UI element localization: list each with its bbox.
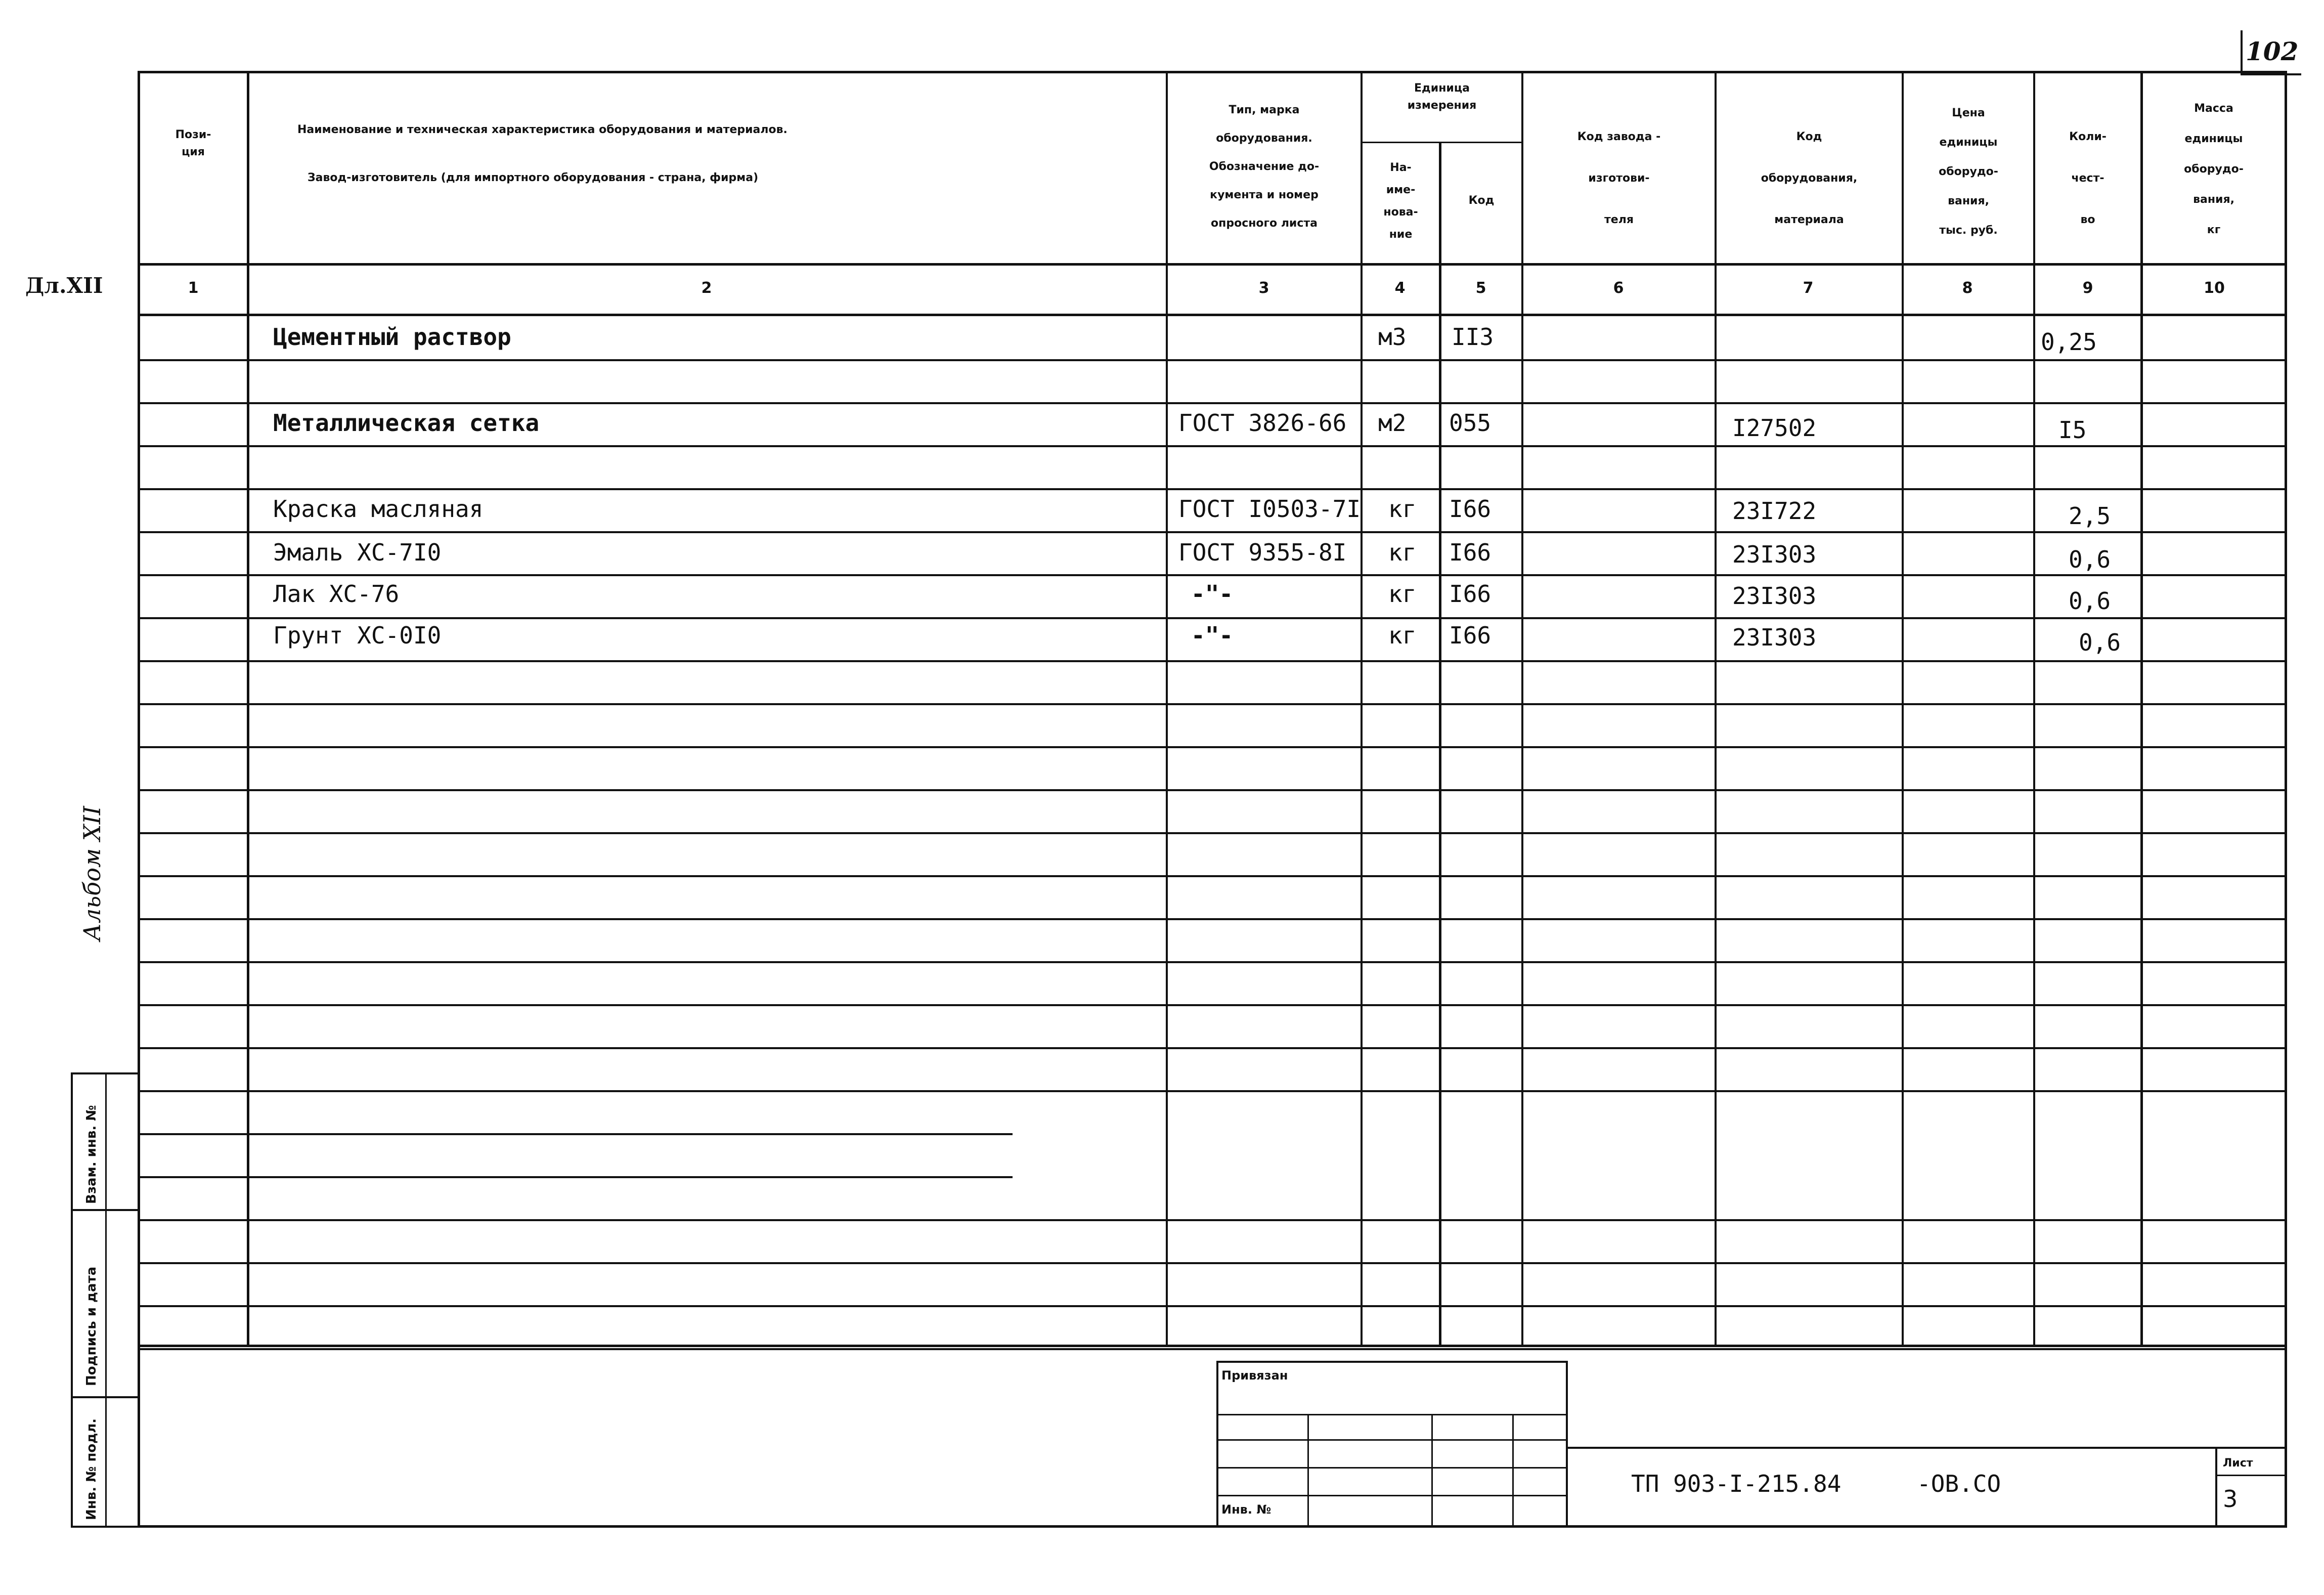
tb-privyazan-top — [1216, 1361, 1568, 1363]
tb-main-top — [1566, 1447, 2287, 1449]
row-1-doc: ГОСТ 3826-66 — [1178, 409, 1347, 437]
row-line — [138, 574, 2287, 576]
row-0-name: Цементный раствор — [273, 323, 511, 351]
row-0-code: II3 — [1452, 323, 1494, 351]
row-line — [138, 1176, 1013, 1178]
stamp-podpis-data: Подпись и дата — [84, 1266, 99, 1386]
side-label: Дл.XII — [25, 273, 103, 298]
row-line — [138, 746, 2287, 748]
row-line — [138, 402, 2287, 404]
row-line — [138, 1262, 2287, 1264]
frame-right — [2285, 71, 2287, 1528]
tb-privyazan-left — [1216, 1361, 1218, 1528]
row-line — [138, 1090, 2287, 1092]
row-2-code: I66 — [1449, 495, 1492, 523]
col-line-2 — [1166, 71, 1168, 1346]
row-line — [138, 875, 2287, 877]
col-line-5 — [1521, 71, 1523, 1346]
row-line — [138, 1219, 2287, 1221]
header-unit-name: На- име- нова- ние — [1383, 161, 1418, 241]
album-label: Альбом XII — [78, 806, 106, 941]
header-factory-code: Код завода - изготови- теля — [1577, 131, 1661, 226]
table-bottom-line — [138, 1345, 2287, 1347]
row-1-qty: I5 — [2058, 416, 2087, 444]
row-5-qty: 0,6 — [2079, 629, 2121, 656]
row-line — [138, 1133, 1013, 1135]
tb-row-3 — [1216, 1467, 1568, 1469]
header-type: Тип, марка оборудования. Обозначение до- кумента и номер опросного листа — [1209, 104, 1320, 230]
header-bottom-line — [138, 263, 2287, 266]
tb-privyazan-right — [1566, 1361, 1568, 1528]
row-line — [138, 1004, 2287, 1006]
frame-top — [138, 71, 2287, 73]
tb-list-mid — [2215, 1475, 2287, 1476]
col-line-4 — [1439, 142, 1441, 1346]
row-line — [138, 832, 2287, 834]
tb-inv-label: Инв. № — [1221, 1502, 1271, 1517]
row-3-name: Эмаль ХС-7I0 — [273, 539, 442, 566]
row-line — [138, 660, 2287, 662]
header-name-line1: Наименование и техническая характеристика оборудования и материалов. — [297, 123, 787, 136]
row-3-doc: ГОСТ 9355-8I — [1178, 539, 1347, 566]
col-line-9 — [2140, 71, 2143, 1346]
tb-row-2 — [1216, 1439, 1568, 1441]
row-3-matcode: 23I303 — [1732, 541, 1817, 568]
col-line-7 — [1902, 71, 1904, 1346]
header-price: Цена единицы оборудо- вания, тыс. руб. — [1939, 107, 1998, 237]
page-number: 102 — [2246, 36, 2299, 66]
page-number-tick — [2241, 30, 2243, 75]
row-5-doc: -"- — [1191, 622, 1234, 649]
tb-col-3 — [1512, 1414, 1514, 1528]
row-4-qty: 0,6 — [2069, 587, 2111, 615]
tb-list-left — [2215, 1447, 2217, 1528]
row-1-name: Металлическая сетка — [273, 409, 540, 437]
row-0-qty: 0,25 — [2041, 328, 2097, 356]
row-line — [138, 531, 2287, 533]
col-line-3 — [1361, 71, 1363, 1346]
row-line — [138, 1047, 2287, 1049]
header-mass: Масса единицы оборудо- вания, кг — [2184, 102, 2244, 236]
doc-suffix: -ОВ.СО — [1917, 1470, 2001, 1497]
stamp-vzam-inv: Взам. инв. № — [84, 1105, 99, 1204]
row-line — [138, 1348, 2287, 1350]
unit-split-line — [1361, 142, 1522, 143]
row-3-unit: кг — [1388, 539, 1417, 566]
stamp-strip-mid — [105, 1072, 107, 1528]
tb-col-1 — [1307, 1414, 1309, 1528]
colnum-bottom-line — [138, 314, 2287, 316]
row-1-code: 055 — [1449, 409, 1492, 437]
row-line — [138, 961, 2287, 963]
row-2-matcode: 23I722 — [1732, 497, 1817, 525]
col-line-1 — [247, 71, 249, 1346]
col-line-8 — [2033, 71, 2035, 1346]
row-3-qty: 0,6 — [2069, 546, 2111, 573]
tb-privyazan-label: Привязан — [1221, 1368, 1288, 1383]
row-5-code: I66 — [1449, 622, 1492, 649]
row-4-name: Лак ХС-76 — [273, 580, 400, 608]
row-2-qty: 2,5 — [2069, 502, 2111, 530]
row-line — [138, 789, 2287, 791]
row-4-matcode: 23I303 — [1732, 582, 1817, 610]
tb-list-number: 3 — [2223, 1485, 2238, 1513]
tb-row-4 — [1216, 1495, 1568, 1496]
header-position: Пози- ция — [175, 128, 211, 158]
row-line — [138, 359, 2287, 361]
row-line — [138, 445, 2287, 447]
stamp-strip-left — [71, 1072, 73, 1528]
row-4-doc: -"- — [1191, 580, 1234, 608]
row-2-unit: кг — [1388, 495, 1417, 523]
header-unit-code: Код — [1468, 194, 1495, 207]
row-5-matcode: 23I303 — [1732, 624, 1817, 651]
tb-row-1 — [1216, 1414, 1568, 1415]
tb-list-label: Лист — [2223, 1457, 2253, 1470]
row-3-code: I66 — [1449, 539, 1492, 566]
row-1-matcode: I27502 — [1732, 414, 1817, 442]
frame-left — [138, 71, 140, 1528]
header-quantity: Коли- чест- во — [2069, 131, 2107, 226]
row-line — [138, 703, 2287, 705]
doc-code: ТП 903-I-215.84 — [1631, 1470, 1841, 1497]
row-line — [138, 1305, 2287, 1307]
header-unit: Единица измерения — [1407, 82, 1477, 112]
header-material-code: Код оборудования, материала — [1761, 131, 1858, 226]
row-1-unit: м2 — [1378, 409, 1407, 437]
tb-col-2 — [1431, 1414, 1433, 1528]
col-line-6 — [1715, 71, 1717, 1346]
stamp-inv-podl: Инв. № подл. — [84, 1418, 99, 1520]
frame-bottom — [138, 1525, 2287, 1528]
row-2-name: Краска масляная — [273, 495, 484, 523]
row-line — [138, 617, 2287, 619]
row-5-unit: кг — [1388, 622, 1417, 649]
row-4-unit: кг — [1388, 580, 1417, 608]
row-0-unit: м3 — [1378, 323, 1407, 351]
page-number-rule — [2241, 73, 2301, 75]
row-2-doc: ГОСТ I0503-7I — [1178, 495, 1361, 523]
row-line — [138, 918, 2287, 920]
row-line — [138, 488, 2287, 490]
row-4-code: I66 — [1449, 580, 1492, 608]
header-name-line2: Завод-изготовитель (для импортного оборудования - страна, фирма) — [308, 171, 759, 184]
row-5-name: Грунт ХС-0I0 — [273, 622, 442, 649]
